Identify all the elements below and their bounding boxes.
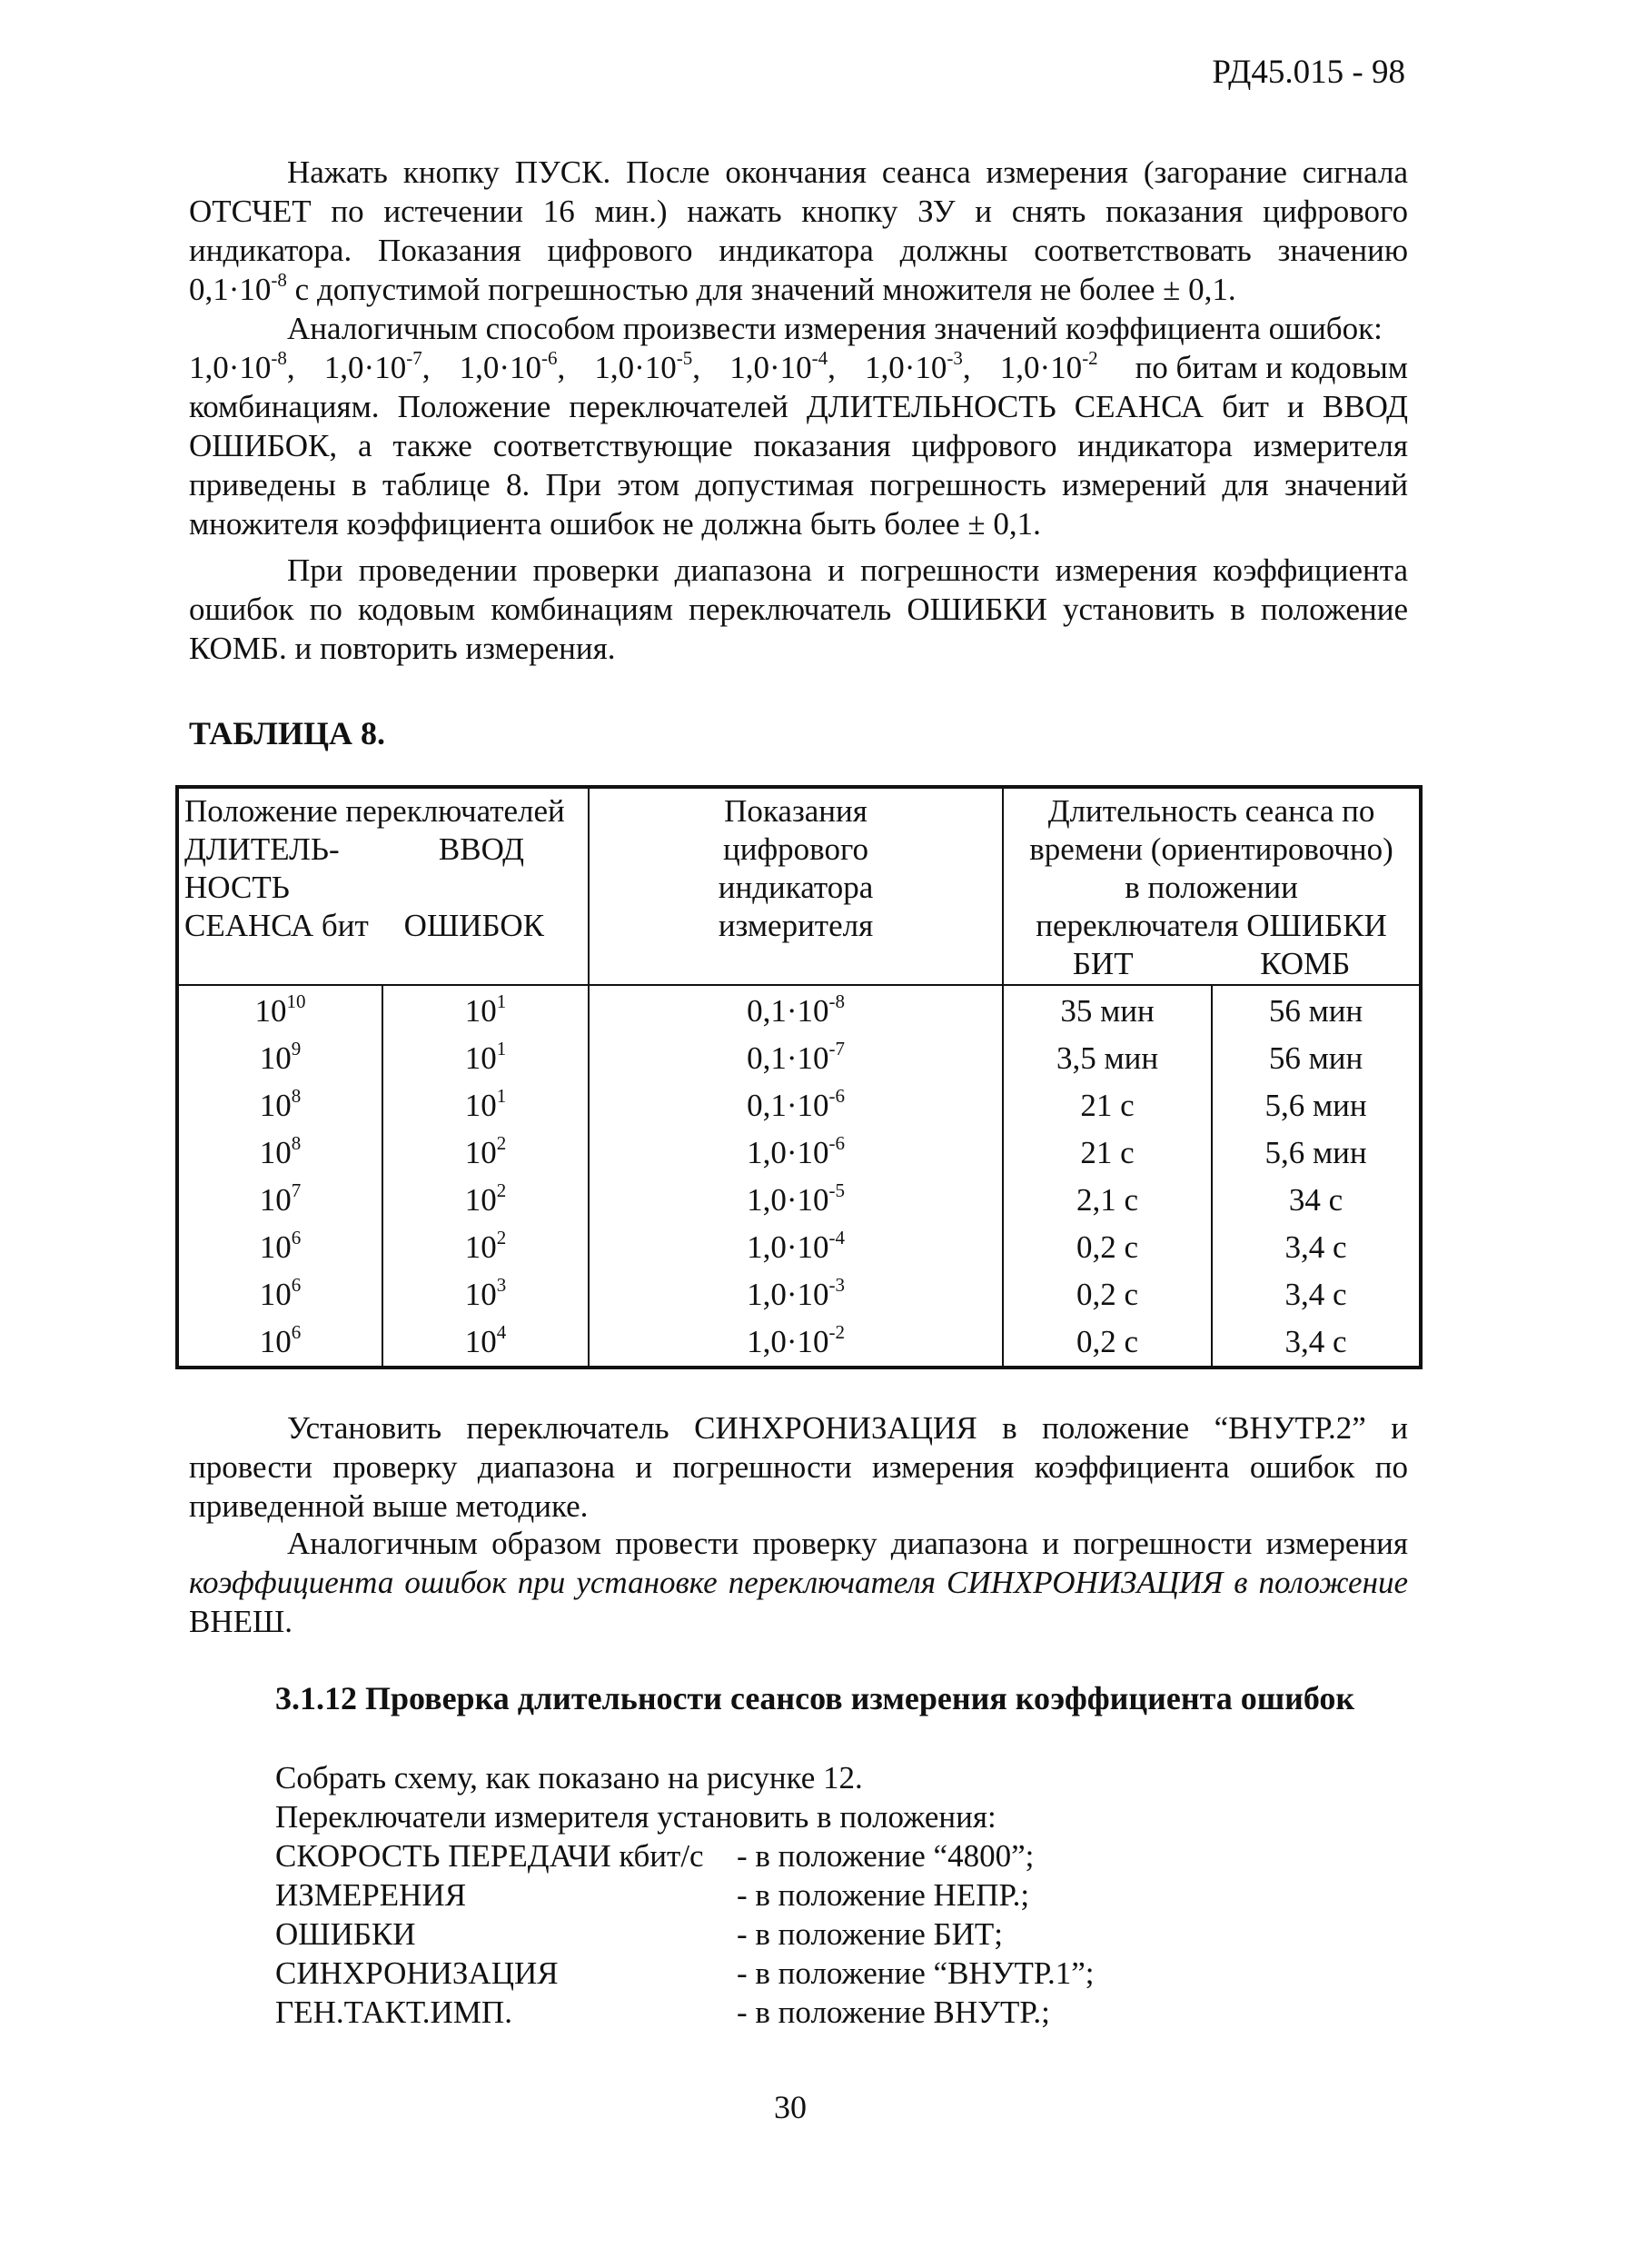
table-body-row [177,985,1421,1368]
paragraph-3 [189,551,1408,668]
text-line: ОТСЧЕТ по истечении 16 мин.) нажать кнопку ЗУ и снять показания цифрового [189,194,1408,229]
table-header-row [177,787,1421,985]
text-line: Нажать кнопку ПУСК. После окончания сеанса измерения (загорание сигнала [287,154,1408,190]
col-indicator: $0,1\cdot 10^{-8}$ $0,1\cdot 10^{-7}$ $0,1\cdot 10^{-6}$ $1,0\cdot 10^{-6}$ $1,0\cdot 10^{-5}$ $1,0\cdot 10^{-4}$ $1,0\cdot 10^{-3}$ $1,0\cdot 10^{-2}$ [589,985,1003,1368]
text-line: индикатора. Показания цифрового индикатора должны соответствовать значению [189,233,1408,268]
paragraph-4 [189,1408,1408,1526]
text-line: провести проверку диапазона и погрешности измерения коэффициента ошибок по [189,1449,1408,1485]
text-line: ОШИБОК, а также соответствующие показания цифрового индикатора измерителя [189,428,1408,463]
text-line: множителя коэффициента ошибок не должна быть более ± 0,1. [189,506,1041,542]
subheader-komb: КОМБ [1260,946,1351,981]
text-line: Переключатели измерителя установить в положения: [275,1799,996,1835]
value-6: $1,0\cdot 10^{-3}$, [864,347,971,385]
setting-row: СИНХРОНИЗАЦИЯ - в положение “ВНУТР.1”; [275,1955,1095,1991]
col-error-input: $10^1$ $10^1$ $10^1$ $10^2$ $10^2$ $10^2$ $10^3$ $10^4$ [382,985,589,1368]
text-line: ВНЕШ. [189,1604,293,1639]
text-line: Аналогичным способом произвести измерения значений коэффициента ошибок: [287,311,1383,346]
paragraph-2 [189,309,1408,543]
col-duration: $10^{10}$ $10^9$ $10^8$ $10^8$ $10^7$ $10^6$ $10^6$ $10^6$ [177,985,382,1368]
text-line: приведены в таблице 8. При этом допустимая погрешность измерений для значений [189,467,1408,502]
document-code: РД45.015 - 98 [1212,54,1405,91]
setting-row: СКОРОСТЬ ПЕРЕДАЧИ кбит/с - в положение “4800”; [275,1838,1035,1874]
setting-row: ИЗМЕРЕНИЯ - в положение НЕПР.; [275,1877,1030,1913]
col-komb: 56 мин 56 мин 5,6 мин 5,6 мин 34 с 3,4 с 3,4 с 3,4 с [1212,985,1421,1368]
setup-instructions [275,1758,1094,2032]
text-line: комбинациям. Положение переключателей ДЛИТЕЛЬНОСТЬ СЕАНСА бит и ВВОД [189,389,1408,424]
text-line: При проведении проверки диапазона и погрешности измерения коэффициента [287,552,1408,588]
page-number: 30 [774,2089,807,2125]
header-switch-positions: Положение переключателей ДЛИТЕЛЬ- ВВОД НОСТЬ СЕАНСА бит ОШИБОК [177,787,589,985]
setting-row: ОШИБКИ - в положение БИТ; [275,1916,1004,1952]
value-3: $1,0\cdot 10^{-6}$, [459,347,566,385]
table-8 [175,785,1423,1369]
paragraph-1 [189,153,1408,309]
text-line: КОМБ. и повторить измерения. [189,631,616,666]
value-5: $1,0\cdot 10^{-4}$, [729,347,836,385]
value-1: $1,0\cdot 10^{-8}$, [189,347,295,385]
text-line: Собрать схему, как показано на рисунке 12. [275,1760,863,1796]
value-4: $1,0\cdot 10^{-5}$, [594,347,701,385]
text-line: коэффициента ошибок при установке переключателя СИНХРОНИЗАЦИЯ в положение [189,1565,1408,1600]
value-7: $1,0\cdot 10^{-2}$ [999,347,1098,385]
header-indicator: Показания цифрового индикатора измерителя [589,787,1003,985]
col-bit: 35 мин 3,5 мин 21 с 21 с 2,1 с 0,2 с 0,2 с 0,2 с [1003,985,1212,1368]
error-values-line: $1,0\cdot 10^{-8}$, $1,0\cdot 10^{-7}$, $1,0\cdot 10^{-6}$, $1,0\cdot 10^{-5}$, $1,0\cdot 10^{-4}$, $1,0\cdot 10^{-3}$, $1,0\cdot 10^{-2}$ по битам и кодовым [189,347,1408,385]
section-heading: 3.1.12 Проверка длительности сеансов измерения коэффициента ошибок [275,1680,1355,1716]
setting-row: ГЕН.ТАКТ.ИМП. - в положение ВНУТР.; [275,1994,1050,2030]
text-line: Аналогичным образом провести проверку диапазона и погрешности измерения [287,1526,1408,1561]
header-session-duration: Длительность сеанса по времени (ориентировочно) в положении переключателя ОШИБКИ БИТ КОМБ [1003,787,1421,985]
text-line: ошибок по кодовым комбинациям переключатель ОШИБКИ установить в положение [189,592,1408,627]
text-line: приведенной выше методике. [189,1488,589,1524]
table-title: ТАБЛИЦА 8. [189,715,385,751]
paragraph-5 [189,1524,1408,1641]
text-line: Установить переключатель СИНХРОНИЗАЦИЯ в положение “ВНУТР.2” и [287,1410,1408,1446]
text-line: $0,1\cdot 10^{-8}$ с допустимой погрешностью для значений множителя не более ± 0,1. [189,269,1236,307]
value-2: $1,0\cdot 10^{-7}$, [323,347,431,385]
subheader-bit: БИТ [1072,946,1134,981]
